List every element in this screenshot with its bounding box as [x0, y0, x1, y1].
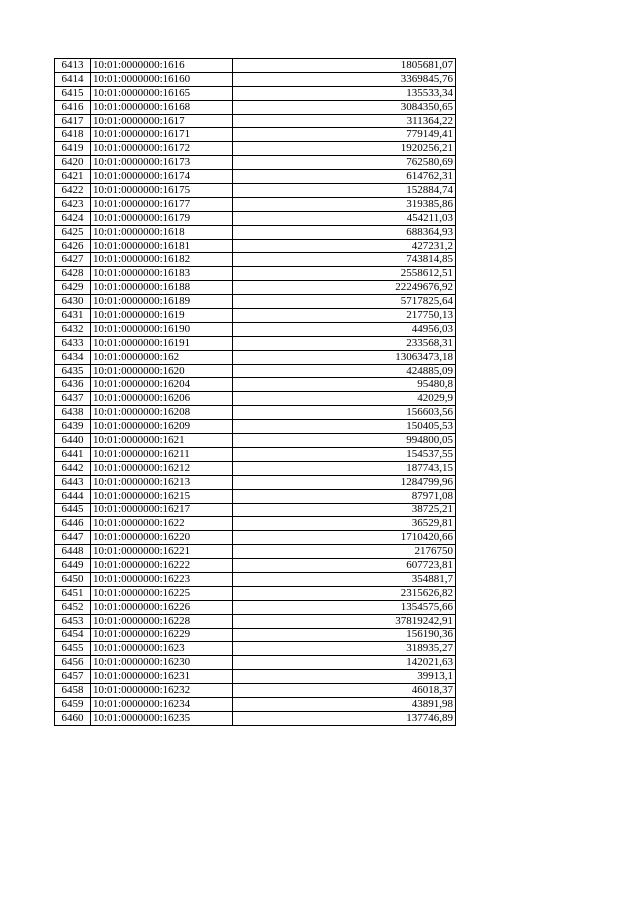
table-row: [55, 170, 456, 184]
cadastral-number-cell: 10:01:0000000:16171: [91, 128, 233, 142]
value-cell: 187743,15: [233, 461, 456, 475]
table-row: [55, 503, 456, 517]
row-number-cell: 6421: [55, 170, 91, 184]
cadastral-number-cell: 10:01:0000000:16172: [91, 142, 233, 156]
table-row: [55, 309, 456, 323]
row-number-cell: 6415: [55, 86, 91, 100]
row-number-cell: 6445: [55, 503, 91, 517]
cadastral-number-cell: 10:01:0000000:16221: [91, 545, 233, 559]
row-number-cell: 6426: [55, 239, 91, 253]
table-row: [55, 697, 456, 711]
value-cell: 154537,55: [233, 447, 456, 461]
value-cell: 607723,81: [233, 559, 456, 573]
value-cell: 233568,31: [233, 336, 456, 350]
cadastral-number-cell: 10:01:0000000:16235: [91, 711, 233, 725]
value-cell: 87971,08: [233, 489, 456, 503]
data-table: [54, 58, 456, 726]
row-number-cell: 6449: [55, 559, 91, 573]
value-cell: 44956,03: [233, 322, 456, 336]
table-row: [55, 461, 456, 475]
table-row: [55, 100, 456, 114]
value-cell: 354881,7: [233, 572, 456, 586]
row-number-cell: 6430: [55, 295, 91, 309]
value-cell: 150405,53: [233, 420, 456, 434]
row-number-cell: 6448: [55, 545, 91, 559]
table-row: [55, 656, 456, 670]
cadastral-number-cell: 10:01:0000000:1618: [91, 225, 233, 239]
row-number-cell: 6419: [55, 142, 91, 156]
table-row: [55, 642, 456, 656]
table-row: [55, 364, 456, 378]
table-row: [55, 211, 456, 225]
table-row: [55, 586, 456, 600]
row-number-cell: 6452: [55, 600, 91, 614]
value-cell: 39913,1: [233, 670, 456, 684]
cadastral-number-cell: 10:01:0000000:1623: [91, 642, 233, 656]
row-number-cell: 6441: [55, 447, 91, 461]
table-row: [55, 225, 456, 239]
cadastral-number-cell: 10:01:0000000:16204: [91, 378, 233, 392]
row-number-cell: 6434: [55, 350, 91, 364]
cadastral-number-cell: 10:01:0000000:16217: [91, 503, 233, 517]
value-cell: 3369845,76: [233, 72, 456, 86]
row-number-cell: 6446: [55, 517, 91, 531]
row-number-cell: 6456: [55, 656, 91, 670]
row-number-cell: 6447: [55, 531, 91, 545]
table-row: [55, 447, 456, 461]
value-cell: 1920256,21: [233, 142, 456, 156]
row-number-cell: 6416: [55, 100, 91, 114]
row-number-cell: 6460: [55, 711, 91, 725]
row-number-cell: 6454: [55, 628, 91, 642]
cadastral-number-cell: 10:01:0000000:16189: [91, 295, 233, 309]
table-row: [55, 475, 456, 489]
cadastral-number-cell: 10:01:0000000:1616: [91, 59, 233, 73]
value-cell: 1805681,07: [233, 59, 456, 73]
row-number-cell: 6418: [55, 128, 91, 142]
row-number-cell: 6442: [55, 461, 91, 475]
table-row: [55, 267, 456, 281]
value-cell: 762580,69: [233, 156, 456, 170]
value-cell: 1284799,96: [233, 475, 456, 489]
row-number-cell: 6420: [55, 156, 91, 170]
row-number-cell: 6436: [55, 378, 91, 392]
cadastral-number-cell: 10:01:0000000:162: [91, 350, 233, 364]
table-row: [55, 142, 456, 156]
table-row: [55, 489, 456, 503]
cadastral-number-cell: 10:01:0000000:16181: [91, 239, 233, 253]
row-number-cell: 6413: [55, 59, 91, 73]
cadastral-number-cell: 10:01:0000000:16183: [91, 267, 233, 281]
table-row: [55, 239, 456, 253]
cadastral-number-cell: 10:01:0000000:16232: [91, 684, 233, 698]
value-cell: 743814,85: [233, 253, 456, 267]
cadastral-number-cell: 10:01:0000000:16177: [91, 197, 233, 211]
cadastral-number-cell: 10:01:0000000:1621: [91, 434, 233, 448]
table-row: [55, 572, 456, 586]
row-number-cell: 6429: [55, 281, 91, 295]
table-row: [55, 600, 456, 614]
table-row: [55, 378, 456, 392]
value-cell: 614762,31: [233, 170, 456, 184]
cadastral-number-cell: 10:01:0000000:16212: [91, 461, 233, 475]
value-cell: 22249676,92: [233, 281, 456, 295]
table-row: [55, 531, 456, 545]
row-number-cell: 6457: [55, 670, 91, 684]
table-row: [55, 684, 456, 698]
row-number-cell: 6438: [55, 406, 91, 420]
table-body: [55, 59, 456, 726]
cadastral-number-cell: 10:01:0000000:1619: [91, 309, 233, 323]
value-cell: 1710420,66: [233, 531, 456, 545]
table-row: [55, 128, 456, 142]
value-cell: 37819242,91: [233, 614, 456, 628]
cadastral-number-cell: 10:01:0000000:16225: [91, 586, 233, 600]
value-cell: 95480,8: [233, 378, 456, 392]
value-cell: 311364,22: [233, 114, 456, 128]
cadastral-number-cell: 10:01:0000000:16188: [91, 281, 233, 295]
row-number-cell: 6435: [55, 364, 91, 378]
table-row: [55, 156, 456, 170]
cadastral-number-cell: 10:01:0000000:16191: [91, 336, 233, 350]
value-cell: 424885,09: [233, 364, 456, 378]
value-cell: 142021,63: [233, 656, 456, 670]
cadastral-number-cell: 10:01:0000000:16175: [91, 184, 233, 198]
table-row: [55, 711, 456, 725]
value-cell: 994800,05: [233, 434, 456, 448]
cadastral-number-cell: 10:01:0000000:16211: [91, 447, 233, 461]
row-number-cell: 6451: [55, 586, 91, 600]
table-row: [55, 545, 456, 559]
cadastral-number-cell: 10:01:0000000:16222: [91, 559, 233, 573]
table-row: [55, 59, 456, 73]
value-cell: 38725,21: [233, 503, 456, 517]
cadastral-number-cell: 10:01:0000000:16230: [91, 656, 233, 670]
cadastral-number-cell: 10:01:0000000:1620: [91, 364, 233, 378]
table-row: [55, 281, 456, 295]
value-cell: 454211,03: [233, 211, 456, 225]
value-cell: 152884,74: [233, 184, 456, 198]
row-number-cell: 6431: [55, 309, 91, 323]
value-cell: 137746,89: [233, 711, 456, 725]
value-cell: 217750,13: [233, 309, 456, 323]
row-number-cell: 6453: [55, 614, 91, 628]
table-row: [55, 434, 456, 448]
cadastral-number-cell: 10:01:0000000:16168: [91, 100, 233, 114]
row-number-cell: 6424: [55, 211, 91, 225]
row-number-cell: 6444: [55, 489, 91, 503]
cadastral-number-cell: 10:01:0000000:16174: [91, 170, 233, 184]
value-cell: 5717825,64: [233, 295, 456, 309]
cadastral-number-cell: 10:01:0000000:16234: [91, 697, 233, 711]
cadastral-number-cell: 10:01:0000000:16206: [91, 392, 233, 406]
table-row: [55, 322, 456, 336]
value-cell: 135533,34: [233, 86, 456, 100]
row-number-cell: 6432: [55, 322, 91, 336]
cadastral-number-cell: 10:01:0000000:16215: [91, 489, 233, 503]
cadastral-number-cell: 10:01:0000000:16229: [91, 628, 233, 642]
row-number-cell: 6433: [55, 336, 91, 350]
row-number-cell: 6428: [55, 267, 91, 281]
cadastral-number-cell: 10:01:0000000:16160: [91, 72, 233, 86]
table-row: [55, 559, 456, 573]
value-cell: 43891,98: [233, 697, 456, 711]
cadastral-number-cell: 10:01:0000000:16220: [91, 531, 233, 545]
row-number-cell: 6423: [55, 197, 91, 211]
row-number-cell: 6414: [55, 72, 91, 86]
row-number-cell: 6425: [55, 225, 91, 239]
table-row: [55, 197, 456, 211]
cadastral-number-cell: 10:01:0000000:16228: [91, 614, 233, 628]
value-cell: 2315626,82: [233, 586, 456, 600]
table-row: [55, 295, 456, 309]
cadastral-number-cell: 10:01:0000000:16190: [91, 322, 233, 336]
cadastral-number-cell: 10:01:0000000:1617: [91, 114, 233, 128]
table-row: [55, 628, 456, 642]
row-number-cell: 6417: [55, 114, 91, 128]
cadastral-number-cell: 10:01:0000000:16226: [91, 600, 233, 614]
value-cell: 318935,27: [233, 642, 456, 656]
row-number-cell: 6450: [55, 572, 91, 586]
table-row: [55, 406, 456, 420]
table-row: [55, 253, 456, 267]
value-cell: 36529,81: [233, 517, 456, 531]
cadastral-number-cell: 10:01:0000000:16231: [91, 670, 233, 684]
table-row: [55, 670, 456, 684]
cadastral-number-cell: 10:01:0000000:16165: [91, 86, 233, 100]
row-number-cell: 6455: [55, 642, 91, 656]
table-row: [55, 114, 456, 128]
cadastral-number-cell: 10:01:0000000:1622: [91, 517, 233, 531]
value-cell: 3084350,65: [233, 100, 456, 114]
value-cell: 156190,36: [233, 628, 456, 642]
table-row: [55, 420, 456, 434]
value-cell: 1354575,66: [233, 600, 456, 614]
table-row: [55, 350, 456, 364]
value-cell: 46018,37: [233, 684, 456, 698]
value-cell: 13063473,18: [233, 350, 456, 364]
value-cell: 2558612,51: [233, 267, 456, 281]
cadastral-number-cell: 10:01:0000000:16173: [91, 156, 233, 170]
table-row: [55, 72, 456, 86]
table-row: [55, 184, 456, 198]
value-cell: 779149,41: [233, 128, 456, 142]
value-cell: 688364,93: [233, 225, 456, 239]
value-cell: 42029,9: [233, 392, 456, 406]
table-row: [55, 336, 456, 350]
table-row: [55, 614, 456, 628]
row-number-cell: 6458: [55, 684, 91, 698]
row-number-cell: 6459: [55, 697, 91, 711]
cadastral-number-cell: 10:01:0000000:16209: [91, 420, 233, 434]
cadastral-number-cell: 10:01:0000000:16223: [91, 572, 233, 586]
cadastral-number-cell: 10:01:0000000:16179: [91, 211, 233, 225]
cadastral-number-cell: 10:01:0000000:16182: [91, 253, 233, 267]
table-row: [55, 392, 456, 406]
value-cell: 427231,2: [233, 239, 456, 253]
row-number-cell: 6443: [55, 475, 91, 489]
value-cell: 156603,56: [233, 406, 456, 420]
row-number-cell: 6440: [55, 434, 91, 448]
cadastral-number-cell: 10:01:0000000:16208: [91, 406, 233, 420]
value-cell: 2176750: [233, 545, 456, 559]
row-number-cell: 6437: [55, 392, 91, 406]
table-row: [55, 517, 456, 531]
cadastral-number-cell: 10:01:0000000:16213: [91, 475, 233, 489]
row-number-cell: 6422: [55, 184, 91, 198]
row-number-cell: 6439: [55, 420, 91, 434]
table-row: [55, 86, 456, 100]
row-number-cell: 6427: [55, 253, 91, 267]
value-cell: 319385,86: [233, 197, 456, 211]
